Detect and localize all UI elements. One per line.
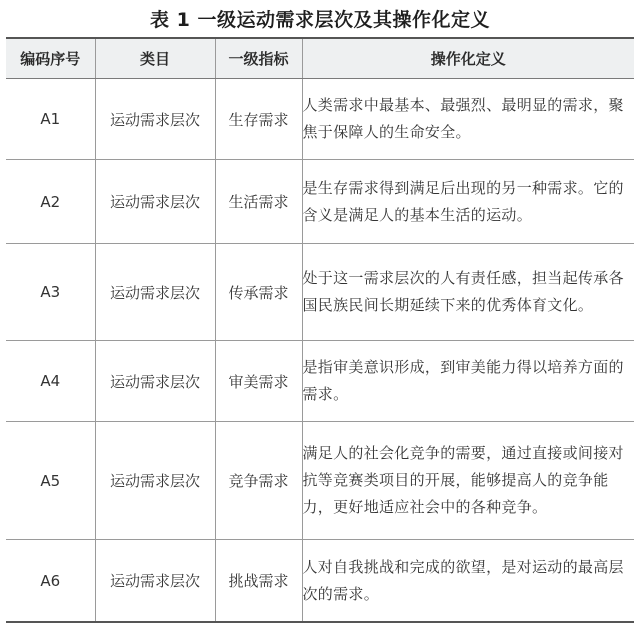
cell-code: A5: [6, 422, 95, 540]
cell-category: 运动需求层次: [95, 79, 215, 160]
cell-category: 运动需求层次: [95, 160, 215, 244]
cell-code: A6: [6, 540, 95, 623]
cell-category: 运动需求层次: [95, 341, 215, 422]
cell-indicator: 生活需求: [215, 160, 302, 244]
cell-code: A4: [6, 341, 95, 422]
cell-indicator: 审美需求: [215, 341, 302, 422]
cell-indicator: 竞争需求: [215, 422, 302, 540]
cell-indicator: 生存需求: [215, 79, 302, 160]
cell-definition: 处于这一需求层次的人有责任感，担当起传承各国民族民间长期延续下来的优秀体育文化。: [302, 244, 634, 341]
table-row: [6, 540, 634, 623]
cell-code: A1: [6, 79, 95, 160]
cell-definition: 人类需求中最基本、最强烈、最明显的需求，聚焦于保障人的生命安全。: [302, 79, 634, 160]
header-code: 编码序号: [6, 38, 95, 79]
cell-definition: 是指审美意识形成，到审美能力得以培养方面的需求。: [302, 341, 634, 422]
table-row: [6, 160, 634, 244]
cell-code: A2: [6, 160, 95, 244]
cell-category: 运动需求层次: [95, 422, 215, 540]
table-row: [6, 244, 634, 341]
cell-definition: 满足人的社会化竞争的需要，通过直接或间接对抗等竞赛类项目的开展，能够提高人的竞争能力，更好地适应社会中的各种竞争。: [302, 422, 634, 540]
header-indicator: 一级指标: [215, 38, 302, 79]
table-row: [6, 79, 634, 160]
table-caption: 表 1 一级运动需求层次及其操作化定义: [150, 9, 490, 31]
cell-definition: 人对自我挑战和完成的欲望，是对运动的最高层次的需求。: [302, 557, 624, 603]
cell-definition: 是生存需求得到满足后出现的另一种需求。它的含义是满足人的基本生活的运动。: [302, 160, 634, 244]
table-row: [6, 341, 634, 422]
table-row: [6, 422, 634, 540]
cell-code: A3: [6, 244, 95, 341]
header-category: 类目: [95, 38, 215, 79]
cell-indicator: 传承需求: [215, 244, 302, 341]
table-header-row: [6, 38, 634, 79]
header-definition: 操作化定义: [302, 38, 634, 79]
operational-definition-table: [6, 37, 634, 623]
cell-category: 运动需求层次: [95, 540, 215, 623]
cell-category: 运动需求层次: [95, 244, 215, 341]
cell-indicator: 挑战需求: [215, 540, 302, 623]
